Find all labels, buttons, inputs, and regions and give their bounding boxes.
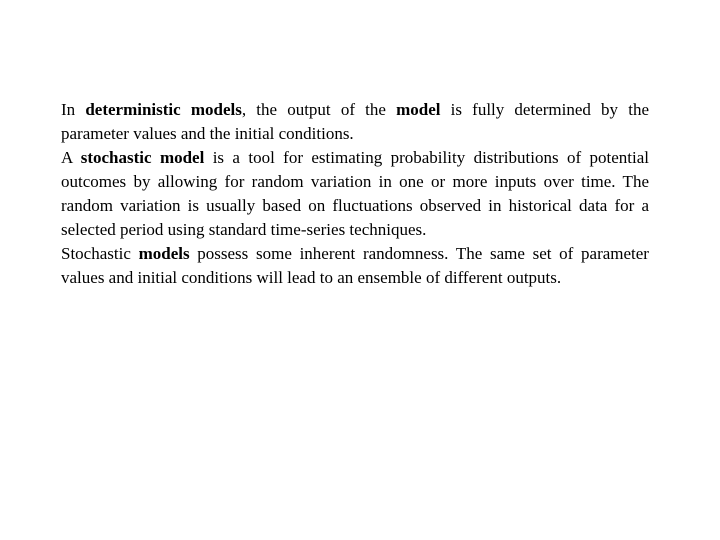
body-text [61,98,649,290]
paragraph-stochastic-randomness [61,242,649,290]
bold-term-model: model [396,100,441,119]
bold-term-stochastic-model: stochastic model [80,148,205,167]
paragraph-deterministic [61,98,649,146]
text-segment: In [61,100,86,119]
text-segment: , the output of the [241,100,397,119]
bold-term-deterministic-models: deterministic models [85,100,242,119]
text-segment: is fully determined by the parameter values and the initial conditions. [61,100,649,143]
text-segment: is a tool for estimating probability distributions of potential outcomes by allowing for random variation in one or more inputs over time. The random variation is usually based on fluctuations observed in historical data for a selected period using standard time-series techniques. [61,148,649,239]
text-segment: A [61,148,81,167]
text-segment: Stochastic [61,244,139,263]
text-segment: possess some inherent randomness. The same set of parameter values and initial conditions will lead to an ensemble of different outputs. [61,244,649,287]
paragraph-stochastic-model [61,146,649,242]
bold-term-models: models [138,244,190,263]
